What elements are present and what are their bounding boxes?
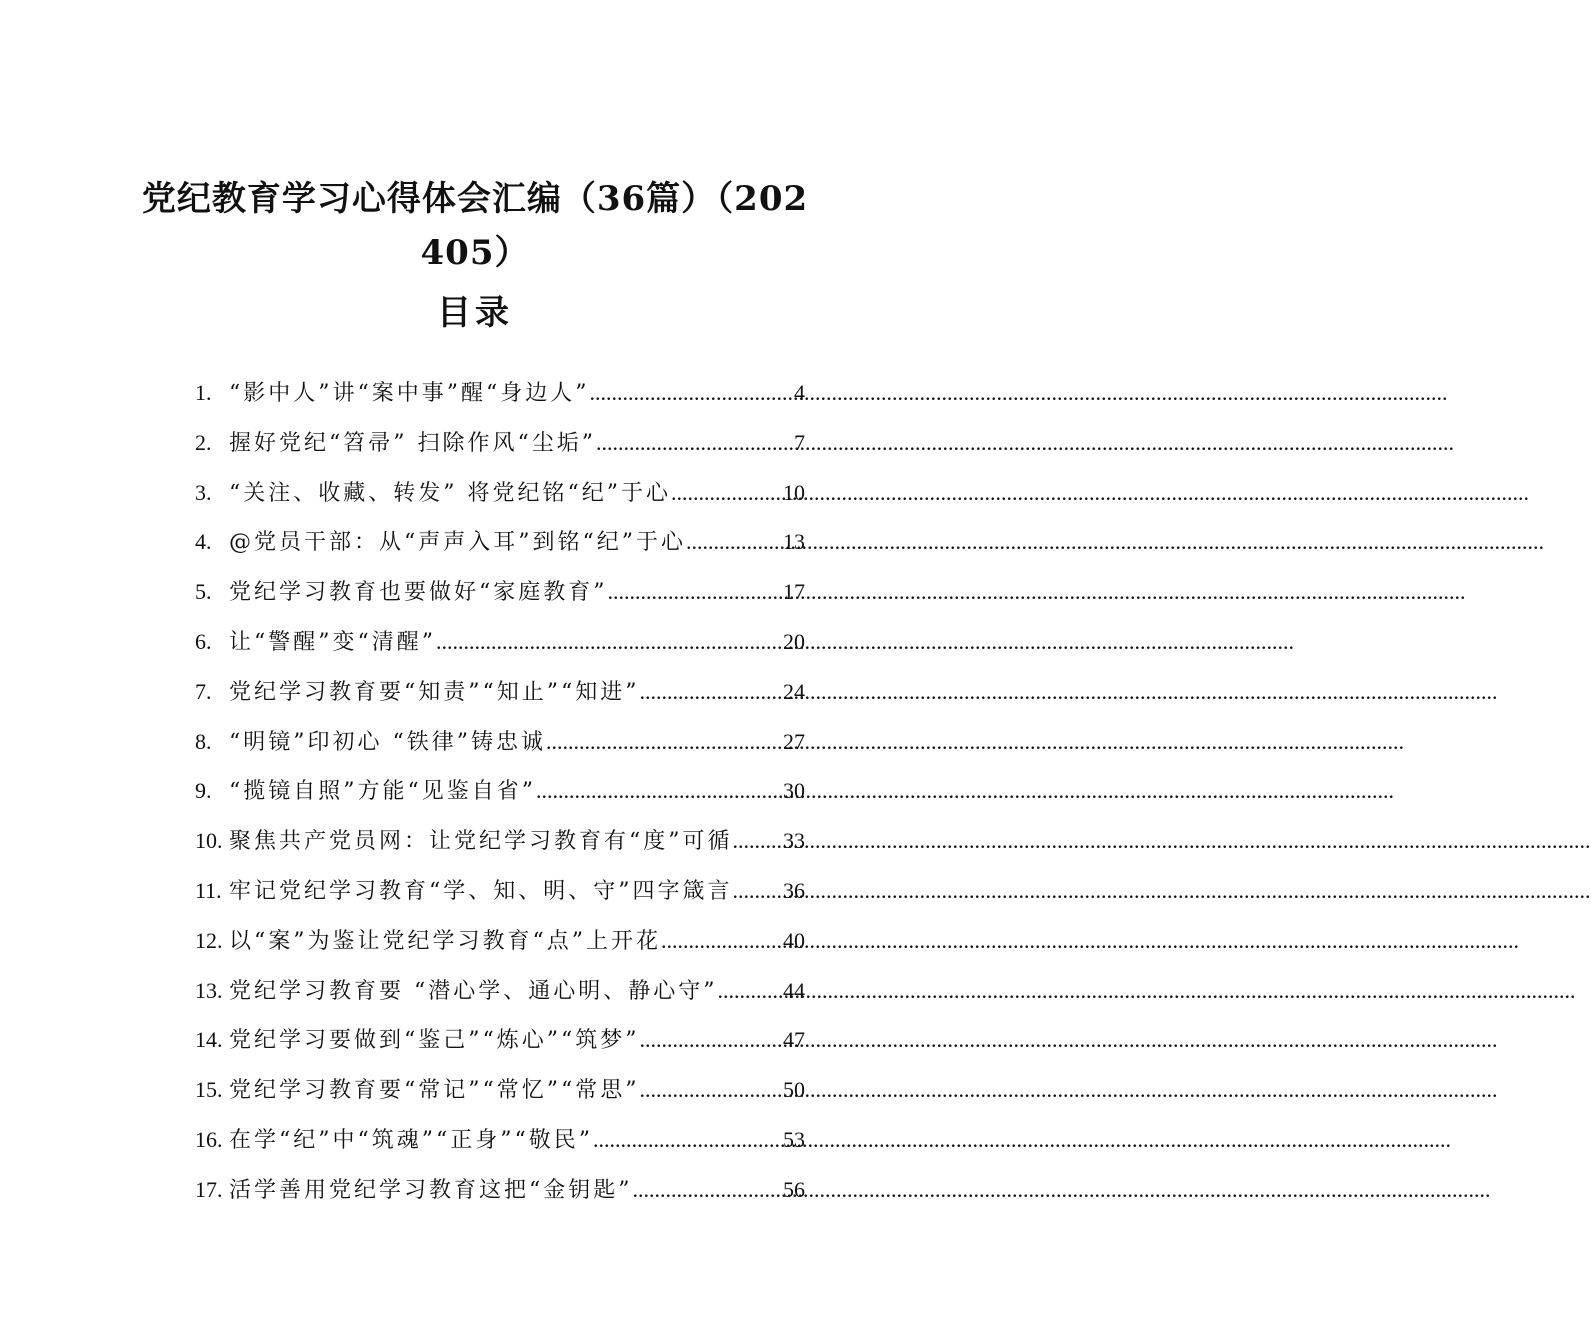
toc-leader-dots [589, 380, 794, 406]
toc-entry-title: “揽镜自照”方能“见鉴自省” [229, 779, 536, 805]
toc-entry-number: 12. [195, 927, 223, 953]
table-of-contents [195, 376, 805, 1223]
toc-entry-page: 17 [783, 579, 805, 605]
toc-entry[interactable] [195, 376, 805, 426]
toc-entry[interactable] [195, 774, 805, 824]
toc-entry-page: 4 [794, 380, 805, 405]
toc-entry[interactable] [195, 426, 805, 476]
toc-entry-title: “明镜”印初心 “铁律”铸忠诚 [229, 729, 546, 755]
toc-entry-title: 握好党纪“笤帚” 扫除作风“尘垢” [229, 430, 596, 456]
toc-entry-page: 53 [783, 1126, 805, 1152]
toc-entry-title: “关注、收藏、转发” 将党纪铭“纪”于心 [229, 480, 671, 506]
toc-entry-page: 36 [783, 877, 805, 903]
toc-entry-title: 牢记党纪学习教育“学、知、明、守”四字箴言 [229, 878, 733, 904]
toc-entry-number: 5. [195, 579, 212, 605]
toc-leader-dots [639, 679, 783, 705]
toc-entry-title: @党员干部：从“声声入耳”到铭“纪”于心 [229, 530, 686, 556]
toc-entry[interactable] [195, 725, 805, 775]
toc-entry-title: 党纪学习教育也要做好“家庭教育” [229, 580, 608, 606]
toc-entry-number: 13. [195, 977, 223, 1003]
toc-entry-page: 27 [783, 728, 805, 754]
toc-leader-dots [639, 1027, 783, 1053]
toc-entry-title: 让“警醒”变“清醒” [229, 629, 436, 655]
toc-leader-dots [546, 729, 783, 755]
toc-entry-page: 56 [783, 1176, 805, 1202]
toc-entry[interactable] [195, 476, 805, 526]
toc-entry[interactable] [195, 675, 805, 725]
toc-entry-number: 2. [195, 429, 212, 455]
toc-entry-page: 30 [783, 778, 805, 804]
toc-leader-dots [436, 629, 783, 655]
toc-entry[interactable] [195, 874, 805, 924]
toc-leader-dots [733, 878, 784, 904]
toc-leader-dots [733, 828, 784, 854]
toc-entry-page: 20 [783, 628, 805, 654]
toc-entry[interactable] [195, 1073, 805, 1123]
toc-entry-title: 党纪学习教育要 “潜心学、通心明、静心守” [229, 978, 718, 1004]
toc-entry[interactable] [195, 525, 805, 575]
toc-entry-number: 9. [195, 778, 212, 804]
toc-entry-number: 15. [195, 1077, 223, 1103]
toc-entry-page: 10 [783, 479, 805, 505]
toc-entry-page: 13 [783, 529, 805, 555]
toc-entry-number: 16. [195, 1126, 223, 1152]
document-title: 党纪教育学习心得体会汇编（36篇）（202405） [141, 179, 809, 273]
toc-entry-page: 50 [783, 1077, 805, 1103]
toc-entry-title: 在学“纪”中“筑魂”“正身”“敬民” [229, 1127, 593, 1153]
toc-entry-number: 1. [195, 380, 212, 405]
title-block [140, 172, 810, 338]
toc-entry-title: 活学善用党纪学习教育这把“金钥匙” [229, 1177, 633, 1203]
toc-entry-number: 7. [195, 678, 212, 704]
toc-leader-dots [718, 978, 784, 1004]
toc-entry[interactable] [195, 974, 805, 1024]
toc-leader-dots [661, 928, 783, 954]
toc-heading: 目录 [437, 293, 513, 333]
toc-entry[interactable] [195, 1173, 805, 1223]
toc-leader-dots [686, 529, 783, 555]
toc-entry[interactable] [195, 575, 805, 625]
toc-entry-title: 党纪学习教育要“常记”“常忆”“常思” [229, 1078, 640, 1104]
toc-entry[interactable] [195, 1023, 805, 1073]
toc-entry-number: 14. [195, 1027, 223, 1053]
toc-entry-page: 40 [783, 927, 805, 953]
toc-entry-page: 24 [783, 678, 805, 704]
toc-entry-title: 党纪学习要做到“鉴己”“炼心”“筑梦” [229, 1028, 640, 1054]
toc-entry-title: “影中人”讲“案中事”醒“身边人” [229, 381, 590, 406]
toc-leader-dots [633, 1177, 784, 1203]
toc-entry-number: 10. [195, 828, 223, 854]
toc-entry[interactable] [195, 625, 805, 675]
toc-leader-dots [608, 579, 784, 605]
toc-entry-page: 7 [794, 429, 805, 455]
toc-entry-page: 44 [783, 977, 805, 1003]
toc-entry-title: 以“案”为鉴让党纪学习教育“点”上开花 [229, 928, 661, 954]
toc-leader-dots [639, 1077, 783, 1103]
toc-entry-number: 17. [195, 1176, 223, 1202]
toc-entry-page: 47 [783, 1027, 805, 1053]
toc-entry-title: 党纪学习教育要“知责”“知止”“知进” [229, 679, 640, 705]
toc-entry-number: 4. [195, 529, 212, 555]
toc-leader-dots [593, 1127, 783, 1153]
toc-entry[interactable] [195, 824, 805, 874]
toc-leader-dots [596, 430, 794, 456]
toc-leader-dots [671, 480, 783, 506]
toc-entry-page: 33 [783, 828, 805, 854]
toc-entry-title: 聚焦共产党员网：让党纪学习教育有“度”可循 [229, 829, 733, 855]
toc-entry-number: 8. [195, 728, 212, 754]
toc-entry[interactable] [195, 1123, 805, 1173]
toc-entry-number: 3. [195, 479, 212, 505]
toc-entry-number: 6. [195, 628, 212, 654]
toc-entry[interactable] [195, 924, 805, 974]
toc-leader-dots [536, 778, 783, 804]
toc-entry-number: 11. [195, 877, 222, 903]
